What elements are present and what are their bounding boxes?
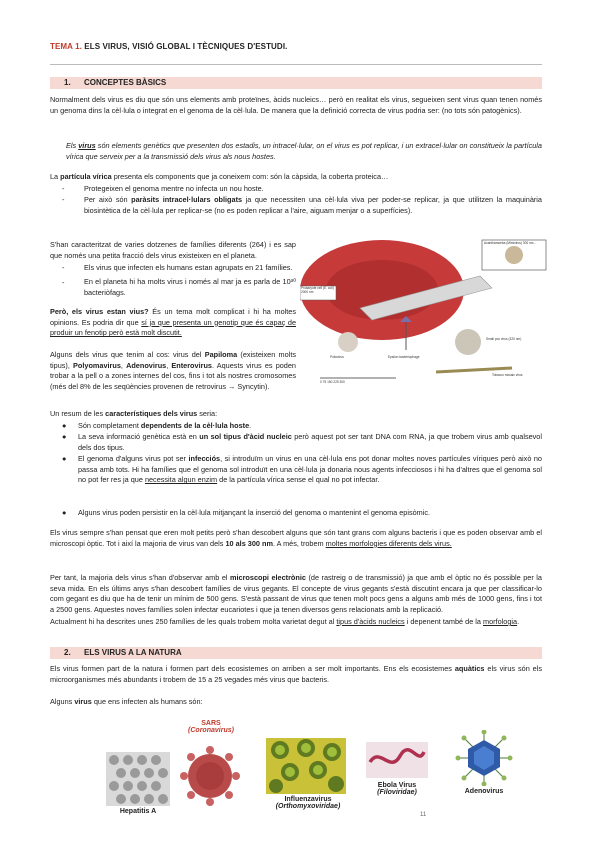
dash-marker: - — [62, 278, 65, 287]
bullet-bold: dependents de la cèl·lula hoste — [140, 421, 250, 430]
virus-name: Adenovirus — [464, 788, 504, 795]
section-number: 2. — [64, 648, 71, 657]
ebola-virus-image — [366, 742, 428, 778]
bullet-before: Són completament — [78, 421, 141, 430]
humans-paragraph — [50, 697, 350, 708]
virus-name: Influenzavirus — [284, 796, 332, 803]
document-title — [50, 42, 287, 51]
dash-item-before: Per això són — [84, 195, 132, 204]
bullet-after: de la partícula vírica sense el qual no pot infectar. — [217, 475, 380, 485]
dash-marker: - — [62, 263, 65, 272]
summary-before: Un resum de les — [50, 409, 106, 418]
micro-before: Per tant, la majoria dels virus s'han d'observar amb el — [50, 573, 231, 582]
document-title-number: TEMA 1. — [50, 42, 82, 51]
influenzavirus-image — [266, 738, 346, 794]
bullet-before: La seva informació genètica està en — [78, 432, 200, 441]
described-middle: i depenent també de la — [404, 617, 483, 626]
nature-before: Els virus formen part de la natura i formen part dels ecosistemes on arriben a ser molt importants. Ens els ecosistemes — [50, 664, 455, 673]
summary-intro — [50, 409, 542, 420]
bullet-marker: ● — [62, 421, 67, 430]
size-bold: 10 als 300 nm — [225, 538, 273, 548]
summary-bullet — [78, 432, 542, 453]
dash-item — [84, 195, 542, 216]
header-divider — [50, 64, 542, 65]
families-dash-1: Els virus que infecten els humans estan agrupats en 21 famílies. — [84, 263, 293, 272]
dash-marker: - — [62, 184, 65, 193]
particle-after: presenta els components que ja coneixem com: són la càpsida, la coberta proteica… — [111, 172, 389, 181]
section-title: CONCEPTES BÀSICS — [84, 78, 167, 87]
body-viruses-paragraph — [50, 350, 296, 392]
virus-name: Hepatitis A — [119, 808, 157, 815]
summary-bullet — [78, 454, 542, 486]
intro-paragraph: Normalment dels virus es diu que són uns elements amb proteïnes, àcids nucleics… però en realitat els virus, segueixen sent virus quan tenen només un genoma dins la cèl·lula o integrat en el genoma de la cèl·lula. De manera que la definició correcta de virus podria ser: (no tots són patogènics). — [50, 95, 542, 115]
summary-bold: característiques dels virus — [105, 409, 198, 418]
cos-bold: Enterovirus — [171, 360, 212, 370]
summary-bullet: Alguns virus poden persistir en la cèl·lula mitjançant la inserció del genoma o mantenint el genoma episòmic. — [78, 508, 431, 517]
bullet-after: , si introduïm un virus en una cèl·lula ens pot donar moltes noves partícules víriques però això no passa amb tots. Hi ha famílies que el genoma sol introduït en una cèl·lula ja donaria nous agents infecciosos i hi ha d'altres que el genoma sol no pot fer res ja que — [78, 454, 542, 485]
size-before: Els virus sempre s'han pensat que eren molt petits però s'han descobert alguns que són tant grans com alguns bacteris i que es poden observar amb el microscopi òptic. Tot i així la majoria de virus van dels — [50, 528, 542, 548]
adenovirus-image — [452, 730, 516, 786]
quote-before: Els — [66, 141, 79, 150]
humans-bold: virus — [74, 697, 92, 706]
dash-item-after: ja que necessiten una cèl·lula viva per poder-se replicar, ja que utilitzen la maquinària biosintètica de la cèl·lula per replicar-se (no es poden replicar a l'aire, aiguam menjar o a superfícies). — [84, 195, 542, 215]
humans-after: que ens infecten als humans són: — [91, 697, 203, 706]
section-title: ELS VIRUS A LA NATURA — [84, 648, 182, 657]
virus-definition-quote — [66, 141, 542, 162]
cos-bold: Papiloma — [204, 350, 238, 359]
label-smallpox: Small pox virus (320 nm) — [486, 337, 522, 341]
dash-item: Protegeixen el genoma mentre no infecta un nou hoste. — [84, 184, 264, 193]
virus-caption-hepatitis-a — [100, 808, 176, 815]
alive-paragraph — [50, 307, 296, 339]
label-epsilon: Epsilon bacteriophage — [388, 355, 420, 359]
bullet-bold: un sol tipus d'àcid nucleic — [199, 432, 292, 441]
nature-paragraph — [50, 664, 542, 685]
size-paragraph — [50, 528, 542, 549]
virus-caption-sars — [176, 720, 246, 734]
micro-after: (de rastreig o de transmissió) ja que amb el òptic no és possible per la seva mida. En els últims anys s'han descobert famílies de virus gegants. El concepte de virus gegants s'està discutint encara ja que per classificar-lo com gegant es diu que ha de tenir un mínim de 500 gens. S'està passant de virus que tenen molt pocs gens a alguns amb més de 1000 gens, fins i tot a 2500 gens. Aquestes noves famílies solen infectar eucariotes i que ja tenen diversos gens relacionats amb la replicació. — [50, 573, 542, 614]
size-underline: moltes morfologies diferents dels virus. — [325, 538, 452, 548]
section-heading-2 — [50, 647, 542, 659]
virus-family: (Filoviridae) — [377, 789, 417, 796]
families-dash-2: En el planeta hi ha molts virus i només al mar ja es parla de 10³⁰ bacteriòfags. — [84, 277, 296, 297]
humans-before: Alguns — [50, 697, 75, 706]
mimivirus-shape — [505, 246, 523, 264]
particle-bold: partícula vírica — [60, 172, 112, 181]
section-heading-1 — [50, 77, 542, 89]
particle-before: La — [50, 172, 61, 181]
poliovirus-shape — [338, 332, 358, 352]
bullet-marker: ● — [62, 432, 67, 441]
described-before: Actualment hi ha descrites unes 250 famílies de les quals trobem molta varietat degut al — [50, 617, 337, 626]
nature-after: els virus són els microorganismes més abundants i trobem de 15 a 25 vegades més virus que bacteris. — [50, 664, 542, 684]
virus-family: (Coronavirus) — [188, 727, 234, 734]
tobacco-mosaic-shape — [436, 368, 512, 372]
virus-name: SARS — [201, 720, 221, 727]
sars-coronavirus-image — [178, 744, 242, 808]
cos-bold: Polyomavirus — [73, 360, 121, 370]
bullet-bold: infecciós — [188, 454, 221, 463]
particle-paragraph — [50, 172, 542, 183]
bullet-after: . — [249, 421, 252, 430]
section-number: 1. — [64, 78, 71, 87]
cos-text: Alguns dels virus que tenim al cos: virus del — [50, 350, 205, 359]
label-tobacco: Tobacco mosaic virus — [492, 373, 523, 377]
described-underline: morfologia — [482, 617, 518, 626]
size-after: . A més, trobem — [272, 538, 326, 548]
cos-text: (existeixen molts tipus), — [50, 350, 296, 370]
described-underline: tipus d'àcids nucleics — [336, 617, 405, 626]
alive-underline: sí ja que presenta un genotip que és capaç de produir un fenotip però està molt discutit. — [50, 317, 296, 338]
document-title-text: ELS VIRUS, VISIÓ GLOBAL I TÈCNIQUES D'ESTUDI. — [81, 42, 288, 51]
label-poliovirus: Poliovirus — [330, 355, 344, 359]
summary-bullet — [78, 421, 542, 432]
alive-question: Però, els virus estan vius? — [50, 307, 149, 316]
alive-text: És un tema molt complicat i hi ha moltes opinions. Es podria dir que — [50, 307, 296, 327]
micro-bold: microscopi electrònic — [230, 573, 306, 582]
described-paragraph — [50, 617, 542, 628]
summary-after: seria: — [197, 409, 218, 418]
label-scale: 0 75 150 225 300 — [320, 380, 345, 384]
quote-after: són elements genètics que presenten dos estadis, un intracel·lular, on el virus es pot replicar, i un extracel·lular on constitueix la partícula vírica que serveix per a la transmissió dels virus als nous hostes. — [66, 141, 542, 161]
bullet-marker: ● — [62, 508, 67, 517]
quote-keyword: virus — [78, 141, 96, 150]
label-mimivirus: Acanthamoeba (Mimivirus) 300 nm… — [484, 241, 537, 245]
dash-marker: - — [62, 195, 65, 204]
virus-caption-influenza — [258, 796, 358, 810]
families-paragraph: S'han caracteritzat de varies dotzenes de famílies diferents (264) i es sap que només una petita fracció dels virus existeixen en el planeta. — [50, 240, 296, 260]
hepatitis-a-image — [106, 752, 170, 806]
virus-family: (Orthomyxoviridae) — [275, 803, 341, 810]
described-after: . — [517, 617, 520, 626]
bullet-after: però aquest pot ser tant DNA com RNA, ja que trobem virus amb qualsevol dels dos tipus. — [78, 432, 542, 452]
cos-text: , — [120, 360, 127, 370]
cos-text: , — [166, 360, 172, 370]
bullet-before: El genoma d'alguns virus pot ser — [78, 454, 189, 463]
page-number: 11 — [420, 812, 427, 818]
bullet-underline: necessita algun enzim — [144, 475, 218, 485]
virus-caption-ebola — [360, 782, 434, 796]
virus-caption-adenovirus — [448, 788, 520, 795]
cos-bold: Adenovirus — [126, 360, 167, 370]
virus-size-figure — [300, 238, 548, 398]
dash-item-bold: paràsits intracel·lulars obligats — [131, 195, 243, 204]
cos-text: . Aquests virus es poden trobar a la pell o a zones internes del cos, fins i tot als nostres cromosomes (més del 8% de les seqüències provenen de retrovirus → Syncytin). — [50, 360, 296, 391]
smallpox-shape — [455, 329, 481, 355]
bullet-marker: ● — [62, 454, 67, 463]
label-prokaryote: Prokaryote cell (E. coli) 2000 nm — [301, 286, 334, 294]
nature-bold: aquàtics — [454, 664, 485, 673]
virus-name: Ebola Virus — [377, 782, 417, 789]
microscopy-paragraph — [50, 573, 542, 615]
